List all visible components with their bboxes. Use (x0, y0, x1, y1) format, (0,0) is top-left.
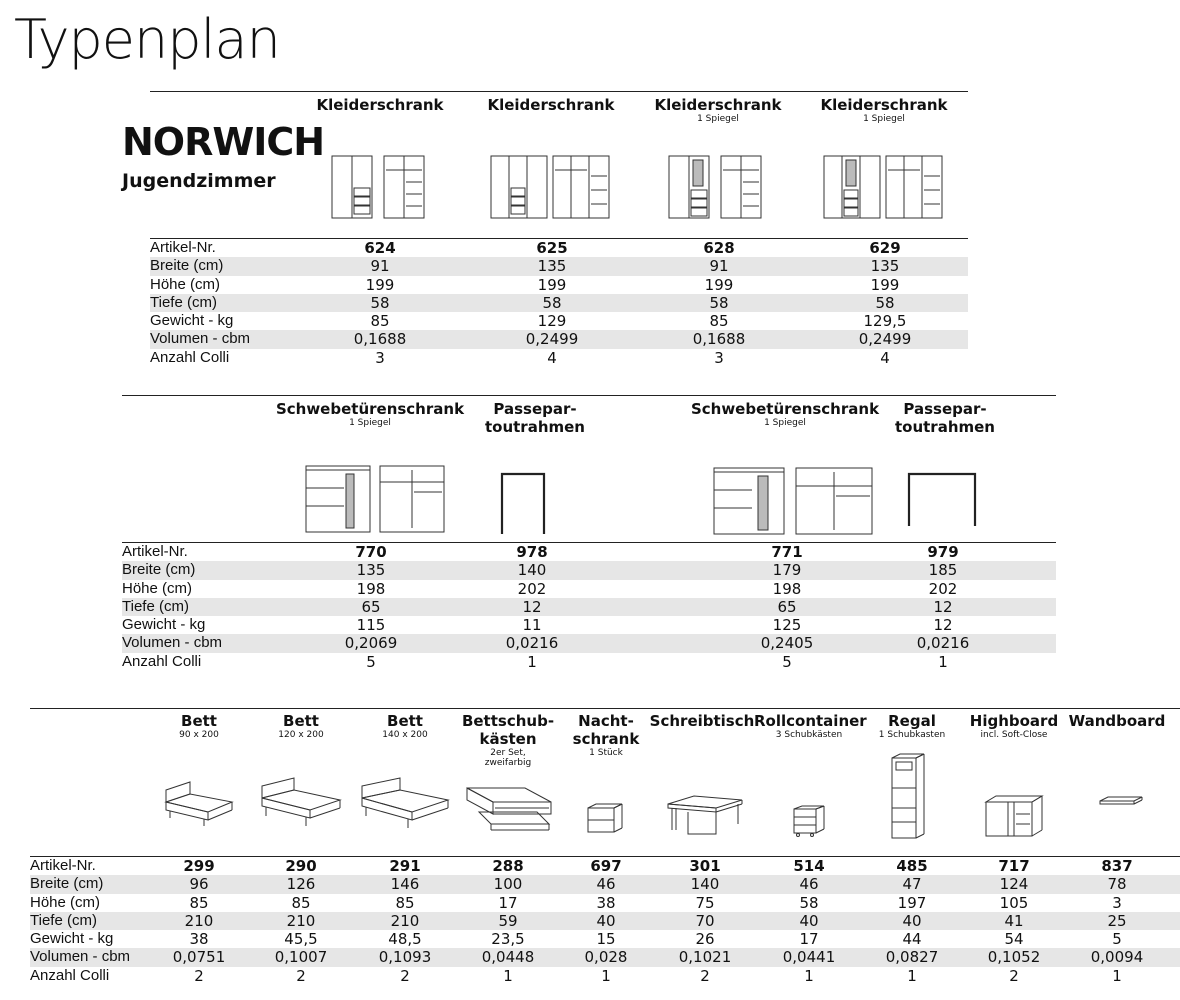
section-3-header (959, 712, 1069, 740)
spec-value: 2 (296, 966, 306, 985)
spec-value: 46 (799, 875, 819, 894)
product-note: 1 Spiegel (764, 418, 806, 428)
product-note: incl. Soft-Close (980, 730, 1048, 740)
spec-value: 58 (370, 293, 390, 312)
section-3-header (857, 712, 967, 740)
spec-value: 197 (897, 893, 927, 912)
wallboard-icon (1098, 794, 1146, 808)
spec-value: 78 (1107, 875, 1127, 894)
wardrobe-mirror-3door-icon (822, 152, 952, 222)
spec-row (30, 930, 1180, 948)
spec-row (30, 967, 1180, 985)
spec-value: 199 (365, 275, 395, 294)
section-3-header (754, 712, 867, 740)
spec-value: 199 (870, 275, 900, 294)
product-name-line-2: toutrahmen (894, 418, 995, 436)
article-number: 624 (364, 239, 396, 257)
spec-value: 0,2069 (344, 634, 398, 653)
spec-value: 5 (366, 652, 376, 671)
row-label: Höhe (cm) (122, 579, 193, 597)
spec-value: 40 (596, 911, 616, 930)
product-name: Kleiderschrank (820, 96, 948, 114)
section-3-header (551, 712, 661, 758)
spec-value: 0,1007 (274, 948, 328, 967)
section-3-header (1062, 712, 1172, 730)
spec-value: 105 (999, 893, 1029, 912)
spec-value: 0,1688 (692, 330, 746, 349)
spec-value: 58 (799, 893, 819, 912)
spec-row (150, 276, 968, 294)
frame-icon (498, 468, 548, 538)
spec-value: 179 (772, 561, 802, 580)
product-name: Bett (387, 712, 423, 730)
product-note: 1 Spiegel (349, 418, 391, 428)
spec-value: 58 (542, 293, 562, 312)
row-label: Höhe (cm) (150, 275, 221, 293)
spec-row (150, 294, 968, 312)
row-label: Höhe (cm) (30, 893, 101, 911)
product-name: schrank (572, 730, 640, 748)
spec-value: 126 (286, 875, 316, 894)
article-number: 514 (793, 857, 825, 875)
bed-icon (260, 776, 342, 836)
spec-value: 41 (1004, 911, 1024, 930)
spec-value: 5 (782, 652, 792, 671)
spec-row (122, 580, 1056, 598)
row-label: Anzahl Colli (150, 348, 230, 366)
spec-value: 0,1052 (987, 948, 1041, 967)
spec-value: 210 (286, 911, 316, 930)
row-label: Volumen - cbm (30, 948, 131, 966)
product-name-line-2: toutrahmen (484, 418, 585, 436)
spec-value: 65 (777, 597, 797, 616)
article-number: 837 (1101, 857, 1133, 875)
article-number: 288 (492, 857, 524, 875)
product-name: Regal (888, 712, 936, 730)
product-name: Rollcontainer (754, 712, 867, 730)
spec-row (122, 598, 1056, 616)
product-name-line-1: Passepar- (493, 400, 577, 418)
product-note: 3 Schubkästen (775, 730, 843, 740)
spec-value: 54 (1004, 930, 1024, 949)
product-name: Nacht- (578, 712, 634, 730)
spec-value: 85 (291, 893, 311, 912)
highboard-icon (984, 794, 1046, 838)
spec-value: 1 (804, 966, 814, 985)
spec-value: 4 (547, 348, 557, 367)
article-number: 628 (703, 239, 735, 257)
product-name: Kleiderschrank (654, 96, 782, 114)
section-1-table (150, 238, 968, 367)
article-number: 978 (516, 543, 548, 561)
section-2-header-2 (470, 400, 600, 436)
row-label: Gewicht - kg (30, 930, 114, 948)
article-number-row (150, 238, 968, 257)
desk-icon (666, 794, 746, 839)
product-name: Wandboard (1068, 712, 1166, 730)
product-name: Highboard (969, 712, 1059, 730)
spec-value: 0,028 (584, 948, 628, 967)
section-1-header-4 (814, 96, 954, 124)
sliding-wardrobe-icon (304, 462, 444, 537)
product-name: Bett (181, 712, 217, 730)
row-label: Artikel-Nr. (122, 543, 188, 560)
product-name: Bettschub- (461, 712, 555, 730)
section-1-top-rule (150, 91, 968, 92)
spec-value: 115 (356, 616, 386, 635)
section-2-header-4 (880, 400, 1010, 436)
article-number: 979 (927, 543, 959, 561)
spec-value: 75 (695, 893, 715, 912)
product-note: 1 Spiegel (863, 114, 905, 124)
spec-value: 1 (938, 652, 948, 671)
article-number: 771 (771, 543, 803, 561)
spec-value: 3 (375, 348, 385, 367)
spec-value: 202 (517, 579, 547, 598)
bed-drawers-icon (465, 784, 555, 834)
product-name: kästen (479, 730, 537, 748)
spec-value: 38 (596, 893, 616, 912)
spec-value: 12 (933, 597, 953, 616)
spec-value: 129 (537, 312, 567, 331)
spec-value: 146 (390, 875, 420, 894)
spec-value: 2 (1009, 966, 1019, 985)
row-label: Volumen - cbm (150, 330, 251, 348)
row-label: Artikel-Nr. (30, 857, 96, 874)
product-note: zweifarbig (484, 758, 532, 768)
spec-value: 0,0094 (1090, 948, 1144, 967)
spec-row (122, 616, 1056, 634)
section-2-table (122, 542, 1056, 671)
product-note: 1 Schubkasten (878, 730, 946, 740)
section-3-header (246, 712, 356, 740)
section-2-header-1 (270, 400, 470, 428)
product-name: Schwebetürenschrank (275, 400, 465, 418)
spec-value: 199 (704, 275, 734, 294)
spec-value: 26 (695, 930, 715, 949)
spec-row (150, 257, 968, 275)
spec-value: 17 (498, 893, 518, 912)
spec-value: 140 (690, 875, 720, 894)
spec-value: 199 (537, 275, 567, 294)
row-label: Breite (cm) (122, 561, 196, 579)
spec-value: 45,5 (284, 930, 318, 949)
spec-value: 210 (390, 911, 420, 930)
spec-value: 58 (875, 293, 895, 312)
section-1-header-1 (310, 96, 450, 114)
row-label: Breite (cm) (150, 257, 224, 275)
spec-row (122, 561, 1056, 579)
spec-row (30, 875, 1180, 893)
spec-value: 40 (902, 911, 922, 930)
spec-value: 12 (522, 597, 542, 616)
spec-value: 124 (999, 875, 1029, 894)
product-name: Schreibtisch (649, 712, 755, 730)
spec-value: 46 (596, 875, 616, 894)
spec-row (150, 330, 968, 348)
spec-value: 0,0448 (481, 948, 535, 967)
spec-value: 48,5 (388, 930, 422, 949)
wardrobe-mirror-2door-icon (667, 152, 767, 222)
spec-value: 3 (1112, 893, 1122, 912)
brand-subtitle: Jugendzimmer (122, 170, 276, 192)
spec-row (150, 349, 968, 367)
product-note: 120 x 200 (278, 730, 324, 740)
rolling-container-icon (792, 804, 828, 839)
section-3-header (350, 712, 460, 740)
spec-value: 140 (517, 561, 547, 580)
spec-value: 70 (695, 911, 715, 930)
spec-row (122, 653, 1056, 671)
section-3-headers (0, 712, 1180, 772)
spec-value: 210 (184, 911, 214, 930)
page-title: Typenplan (14, 8, 280, 71)
product-note: 2er Set, (490, 748, 526, 758)
spec-value: 25 (1107, 911, 1127, 930)
spec-value: 11 (522, 616, 542, 635)
sliding-wardrobe-large-icon (712, 464, 882, 539)
row-label: Tiefe (cm) (150, 293, 217, 311)
section-2-top-rule (122, 395, 1056, 396)
article-number: 717 (998, 857, 1030, 875)
frame-large-icon (905, 468, 980, 538)
article-number: 625 (536, 239, 568, 257)
section-2-header-3 (685, 400, 885, 428)
section-3-table (30, 856, 1180, 985)
spec-value: 12 (933, 616, 953, 635)
section-1-header-2 (481, 96, 621, 114)
spec-value: 0,2499 (858, 330, 912, 349)
product-name: Kleiderschrank (487, 96, 615, 114)
spec-value: 0,0216 (916, 634, 970, 653)
spec-value: 0,0827 (885, 948, 939, 967)
product-name: Bett (283, 712, 319, 730)
article-number: 697 (590, 857, 622, 875)
article-number: 290 (285, 857, 317, 875)
spec-value: 0,2405 (760, 634, 814, 653)
row-label: Anzahl Colli (122, 652, 202, 670)
spec-value: 44 (902, 930, 922, 949)
spec-value: 85 (370, 312, 390, 331)
spec-value: 91 (370, 257, 390, 276)
spec-value: 129,5 (863, 312, 907, 331)
spec-value: 135 (870, 257, 900, 276)
spec-value: 58 (709, 293, 729, 312)
spec-value: 185 (928, 561, 958, 580)
spec-value: 198 (356, 579, 386, 598)
article-number: 291 (389, 857, 421, 875)
spec-value: 1 (503, 966, 513, 985)
spec-value: 1 (527, 652, 537, 671)
product-note: 1 Spiegel (697, 114, 739, 124)
spec-value: 17 (799, 930, 819, 949)
spec-value: 5 (1112, 930, 1122, 949)
spec-value: 202 (928, 579, 958, 598)
product-name: Schwebetürenschrank (690, 400, 880, 418)
spec-value: 125 (772, 616, 802, 635)
spec-row (30, 912, 1180, 930)
article-number-row (122, 542, 1056, 561)
spec-value: 1 (1112, 966, 1122, 985)
spec-value: 85 (395, 893, 415, 912)
spec-value: 0,1093 (378, 948, 432, 967)
product-note: 140 x 200 (382, 730, 428, 740)
spec-value: 0,1021 (678, 948, 732, 967)
product-note: 90 x 200 (179, 730, 219, 740)
spec-value: 65 (361, 597, 381, 616)
section-3-header (144, 712, 254, 740)
article-number: 485 (896, 857, 928, 875)
spec-value: 1 (601, 966, 611, 985)
spec-value: 0,2499 (525, 330, 579, 349)
spec-row (30, 894, 1180, 912)
section-3-header (453, 712, 563, 768)
bed-icon (164, 780, 236, 835)
spec-value: 85 (709, 312, 729, 331)
article-number: 629 (869, 239, 901, 257)
product-name: Kleiderschrank (316, 96, 444, 114)
spec-row (30, 948, 1180, 966)
section-1-header-3 (648, 96, 788, 124)
row-label: Tiefe (cm) (30, 911, 97, 929)
spec-value: 40 (799, 911, 819, 930)
article-number: 770 (355, 543, 387, 561)
article-number: 301 (689, 857, 721, 875)
row-label: Volumen - cbm (122, 634, 223, 652)
row-label: Breite (cm) (30, 875, 104, 893)
row-label: Anzahl Colli (30, 966, 110, 984)
brand-name: NORWICH (122, 120, 325, 164)
spec-value: 135 (537, 257, 567, 276)
row-label: Tiefe (cm) (122, 597, 189, 615)
spec-value: 0,1688 (353, 330, 407, 349)
spec-value: 198 (772, 579, 802, 598)
spec-value: 91 (709, 257, 729, 276)
spec-row (122, 634, 1056, 652)
spec-value: 4 (880, 348, 890, 367)
spec-value: 96 (189, 875, 209, 894)
row-label: Artikel-Nr. (150, 239, 216, 256)
spec-value: 2 (700, 966, 710, 985)
section-3-top-rule (30, 708, 1180, 709)
spec-value: 0,0751 (172, 948, 226, 967)
wardrobe-2door-icon (330, 152, 430, 222)
row-label: Gewicht - kg (150, 312, 234, 330)
spec-value: 2 (400, 966, 410, 985)
nightstand-icon (586, 802, 626, 837)
product-name-line-1: Passepar- (903, 400, 987, 418)
spec-value: 59 (498, 911, 518, 930)
spec-value: 47 (902, 875, 922, 894)
article-number: 299 (183, 857, 215, 875)
spec-value: 100 (493, 875, 523, 894)
spec-value: 3 (714, 348, 724, 367)
bed-icon (360, 776, 450, 836)
spec-value: 135 (356, 561, 386, 580)
spec-value: 23,5 (491, 930, 525, 949)
wardrobe-3door-icon (489, 152, 619, 222)
product-note: 1 Stück (589, 748, 623, 758)
spec-value: 38 (189, 930, 209, 949)
spec-value: 0,0216 (505, 634, 559, 653)
row-label: Gewicht - kg (122, 616, 206, 634)
article-number-row (30, 856, 1180, 875)
spec-row (150, 312, 968, 330)
spec-value: 1 (907, 966, 917, 985)
spec-value: 2 (194, 966, 204, 985)
spec-value: 15 (596, 930, 616, 949)
spec-value: 85 (189, 893, 209, 912)
shelf-icon (890, 752, 930, 842)
section-3-header (647, 712, 757, 730)
spec-value: 0,0441 (782, 948, 836, 967)
